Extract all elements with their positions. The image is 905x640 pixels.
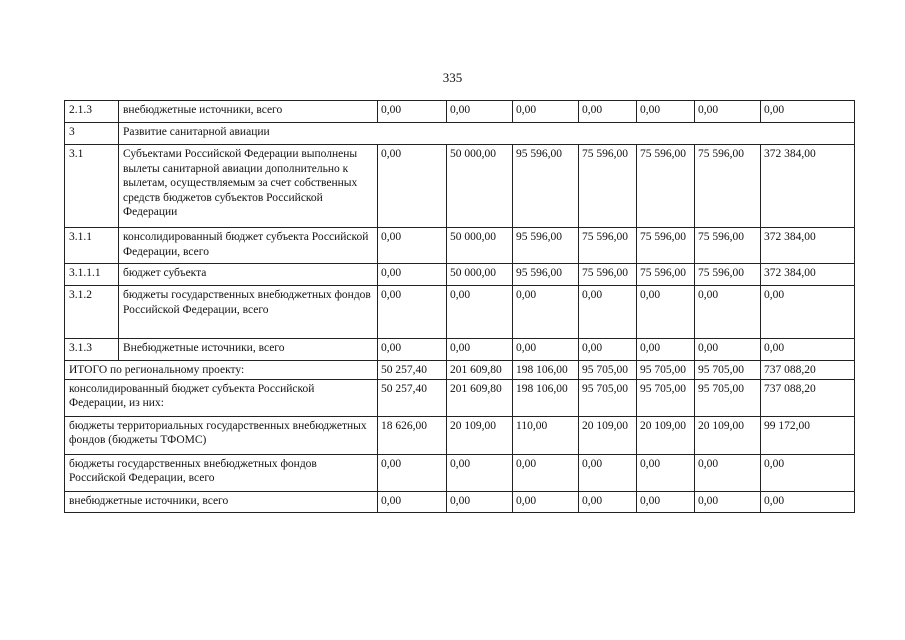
row-code: 2.1.3 [65,101,119,123]
value-cell: 0,00 [637,101,695,123]
value-cell: 0,00 [579,454,637,491]
value-cell: 0,00 [761,491,855,512]
row-code: 3.1.3 [65,339,119,361]
value-cell: 75 596,00 [637,264,695,286]
value-cell: 95 705,00 [695,379,761,416]
value-cell: 0,00 [378,228,447,264]
value-cell: 737 088,20 [761,361,855,380]
value-cell: 0,00 [695,491,761,512]
value-cell: 95 596,00 [513,264,579,286]
value-cell: 0,00 [637,454,695,491]
value-cell: 0,00 [761,339,855,361]
row-label: бюджет субъекта [119,264,378,286]
value-cell: 95 705,00 [637,379,695,416]
value-cell: 737 088,20 [761,379,855,416]
value-cell: 50 257,40 [378,379,447,416]
row-label: бюджеты государственных внебюджетных фондов Российской Федерации, всего [119,286,378,339]
row-label: Внебюджетные источники, всего [119,339,378,361]
budget-table [64,100,855,513]
total-label: ИТОГО по региональному проекту: [65,361,378,380]
value-cell: 75 596,00 [695,228,761,264]
value-cell: 0,00 [378,339,447,361]
value-cell: 201 609,80 [447,379,513,416]
value-cell: 99 172,00 [761,416,855,454]
page-number: 335 [442,70,463,85]
row-code: 3.1.1.1 [65,264,119,286]
value-cell: 75 596,00 [695,264,761,286]
summary-label: консолидированный бюджет субъекта Российской Федерации, из них: [65,379,378,416]
value-cell: 95 705,00 [579,361,637,380]
value-cell: 0,00 [513,101,579,123]
value-cell: 0,00 [447,491,513,512]
value-cell: 372 384,00 [761,145,855,228]
value-cell: 0,00 [695,286,761,339]
summary-row [65,491,855,512]
value-cell: 50 000,00 [447,264,513,286]
value-cell: 20 109,00 [447,416,513,454]
value-cell: 0,00 [695,454,761,491]
row-label: внебюджетные источники, всего [119,101,378,123]
value-cell: 75 596,00 [637,228,695,264]
section-title: Развитие санитарной авиации [119,123,855,145]
summary-row [65,416,855,454]
value-cell: 0,00 [513,491,579,512]
value-cell: 0,00 [378,454,447,491]
summary-label: внебюджетные источники, всего [65,491,378,512]
value-cell: 0,00 [378,264,447,286]
table-row [65,339,855,361]
value-cell: 75 596,00 [579,228,637,264]
table-row [65,264,855,286]
value-cell: 0,00 [447,286,513,339]
value-cell: 201 609,80 [447,361,513,380]
value-cell: 75 596,00 [579,264,637,286]
section-row [65,123,855,145]
value-cell: 0,00 [761,454,855,491]
value-cell: 20 109,00 [637,416,695,454]
value-cell: 50 000,00 [447,145,513,228]
value-cell: 50 257,40 [378,361,447,380]
total-row [65,361,855,380]
value-cell: 0,00 [378,286,447,339]
table-row [65,101,855,123]
value-cell: 95 596,00 [513,145,579,228]
value-cell: 18 626,00 [378,416,447,454]
row-label: Субъектами Российской Федерации выполнены вылеты санитарной авиации дополнительно к вылетам, осуществляемым за счет собственных средств бюджетов субъектов Российской Федерации [119,145,378,228]
value-cell: 20 109,00 [695,416,761,454]
value-cell: 372 384,00 [761,264,855,286]
table-row [65,145,855,228]
value-cell: 0,00 [378,491,447,512]
value-cell: 0,00 [513,454,579,491]
value-cell: 0,00 [637,491,695,512]
row-label: консолидированный бюджет субъекта Российской Федерации, всего [119,228,378,264]
value-cell: 0,00 [695,101,761,123]
value-cell: 372 384,00 [761,228,855,264]
value-cell: 75 596,00 [637,145,695,228]
value-cell: 0,00 [378,145,447,228]
value-cell: 95 596,00 [513,228,579,264]
table-row [65,286,855,339]
value-cell: 0,00 [761,101,855,123]
value-cell: 0,00 [579,101,637,123]
value-cell: 0,00 [761,286,855,339]
summary-row [65,379,855,416]
row-code: 3 [65,123,119,145]
value-cell: 198 106,00 [513,379,579,416]
value-cell: 198 106,00 [513,361,579,380]
value-cell: 95 705,00 [695,361,761,380]
value-cell: 50 000,00 [447,228,513,264]
value-cell: 0,00 [513,339,579,361]
row-code: 3.1.1 [65,228,119,264]
value-cell: 0,00 [695,339,761,361]
value-cell: 0,00 [447,101,513,123]
value-cell: 75 596,00 [579,145,637,228]
value-cell: 0,00 [579,491,637,512]
value-cell: 0,00 [513,286,579,339]
value-cell: 0,00 [447,454,513,491]
value-cell: 20 109,00 [579,416,637,454]
value-cell: 0,00 [579,339,637,361]
value-cell: 95 705,00 [637,361,695,380]
value-cell: 0,00 [637,339,695,361]
summary-label: бюджеты государственных внебюджетных фондов Российской Федерации, всего [65,454,378,491]
value-cell: 0,00 [378,101,447,123]
value-cell: 0,00 [579,286,637,339]
summary-label: бюджеты территориальных государственных внебюджетных фондов (бюджеты ТФОМС) [65,416,378,454]
row-code: 3.1.2 [65,286,119,339]
row-code: 3.1 [65,145,119,228]
value-cell: 0,00 [447,339,513,361]
summary-row [65,454,855,491]
value-cell: 0,00 [637,286,695,339]
value-cell: 95 705,00 [579,379,637,416]
value-cell: 75 596,00 [695,145,761,228]
table-row [65,228,855,264]
value-cell: 110,00 [513,416,579,454]
